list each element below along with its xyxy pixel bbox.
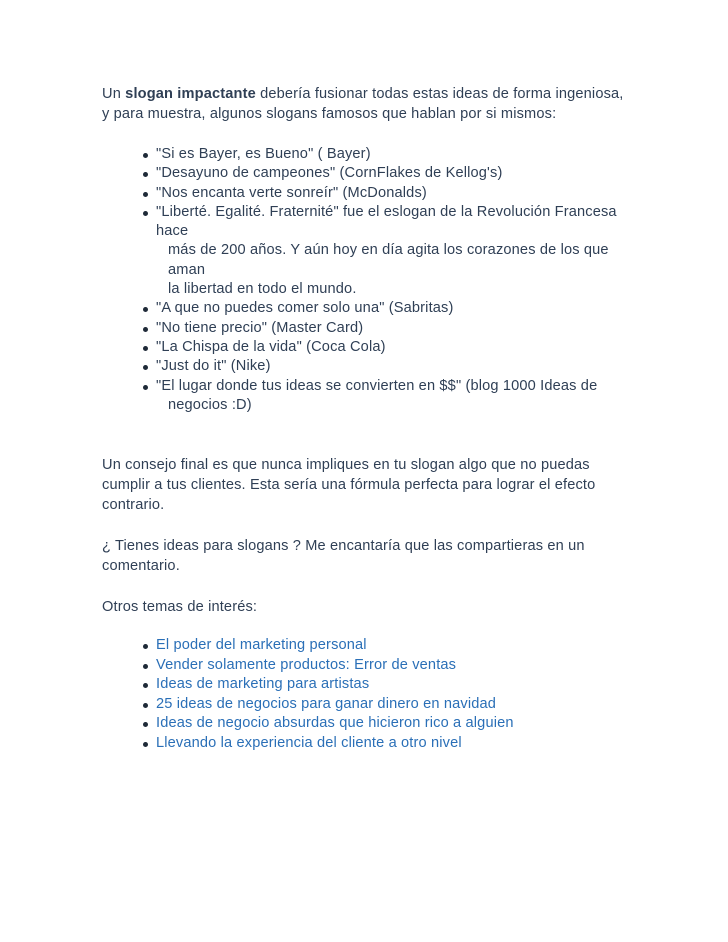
slogan-item — [143, 357, 632, 376]
slogan-text: "Liberté. Egalité. Fraternité" fue el eslogan de la Revolución Francesa hace — [156, 203, 617, 240]
ideas-line: comentario. — [102, 558, 180, 575]
related-link-item — [143, 695, 632, 715]
bullet-icon — [143, 703, 148, 708]
slogan-text: "Nos encanta verte sonreír" (McDonalds) — [156, 184, 427, 201]
bullet-icon — [143, 192, 148, 197]
intro-paragraph — [102, 84, 632, 124]
related-link[interactable]: Ideas de marketing para artistas — [156, 676, 370, 693]
related-link-item — [143, 734, 632, 754]
consejo-paragraph — [102, 455, 632, 515]
bullet-icon — [143, 327, 148, 332]
bullet-icon — [143, 211, 148, 216]
slogan-text: "Just do it" (Nike) — [156, 358, 271, 375]
related-link[interactable]: Vender solamente productos: Error de ventas — [156, 656, 457, 673]
bullet-icon — [143, 172, 148, 177]
bullet-icon — [143, 365, 148, 370]
slogan-text: "No tiene precio" (Master Card) — [156, 319, 364, 336]
slogan-text: "La Chispa de la vida" (Coca Cola) — [156, 338, 386, 355]
intro-prefix: Un — [102, 86, 126, 102]
related-link[interactable]: 25 ideas de negocios para ganar dinero en navidad — [156, 695, 497, 712]
bullet-icon — [143, 644, 148, 649]
consejo-line: cumplir a tus clientes. Esta sería una fórmula perfecta para lograr el efecto — [102, 477, 596, 494]
intro-line2: y para muestra, algunos slogans famosos que hablan por si mismos: — [102, 106, 557, 122]
related-link[interactable]: Ideas de negocio absurdas que hicieron rico a alguien — [156, 715, 514, 732]
document-page — [102, 84, 632, 753]
slogan-item — [143, 203, 632, 299]
consejo-line: Un consejo final es que nunca impliques en tu slogan algo que no puedas — [102, 457, 590, 474]
related-link[interactable]: El poder del marketing personal — [156, 637, 367, 654]
bullet-icon — [143, 683, 148, 688]
intro-line1-rest: debería fusionar todas estas ideas de forma ingeniosa, — [255, 86, 624, 102]
slogan-item — [143, 338, 632, 357]
slogan-item — [143, 319, 632, 338]
bullet-icon — [143, 664, 148, 669]
slogan-text: "A que no puedes comer solo una" (Sabritas) — [156, 300, 454, 317]
slogan-text-continuation: más de 200 años. Y aún hoy en día agita los corazones de los que aman — [168, 242, 609, 278]
slogan-item — [143, 377, 632, 416]
ideas-line: ¿ Tienes ideas para slogans ? Me encantaría que las compartieras en un — [102, 538, 585, 555]
slogan-item — [143, 184, 632, 203]
otros-temas-heading: Otros temas de interés: — [102, 599, 258, 616]
slogans-list — [102, 145, 632, 415]
related-link[interactable]: Llevando la experiencia del cliente a otro nivel — [156, 734, 462, 751]
slogan-text: "Desayuno de campeones" (CornFlakes de Kellog's) — [156, 165, 503, 182]
slogan-text: "Si es Bayer, es Bueno" ( Bayer) — [156, 146, 371, 162]
slogan-item — [143, 299, 632, 318]
slogan-text-continuation: negocios :D) — [168, 396, 252, 413]
slogan-item — [143, 164, 632, 183]
bullet-icon — [143, 742, 148, 747]
related-link-item — [143, 656, 632, 676]
related-link-item — [143, 636, 632, 656]
bullet-icon — [143, 346, 148, 351]
bullet-icon — [143, 385, 148, 390]
slogan-text-continuation: la libertad en todo el mundo. — [168, 281, 357, 298]
related-link-item — [143, 675, 632, 695]
intro-bold-phrase: slogan impactante — [125, 86, 256, 102]
slogan-item — [143, 145, 632, 164]
slogan-text: "El lugar donde tus ideas se convierten en $$" (blog 1000 Ideas de — [156, 377, 598, 394]
consejo-line: contrario. — [102, 497, 165, 514]
related-link-item — [143, 714, 632, 734]
related-links-list — [102, 636, 632, 753]
bullet-icon — [143, 153, 148, 158]
bullet-icon — [143, 307, 148, 312]
ideas-paragraph — [102, 536, 632, 576]
bullet-icon — [143, 722, 148, 727]
